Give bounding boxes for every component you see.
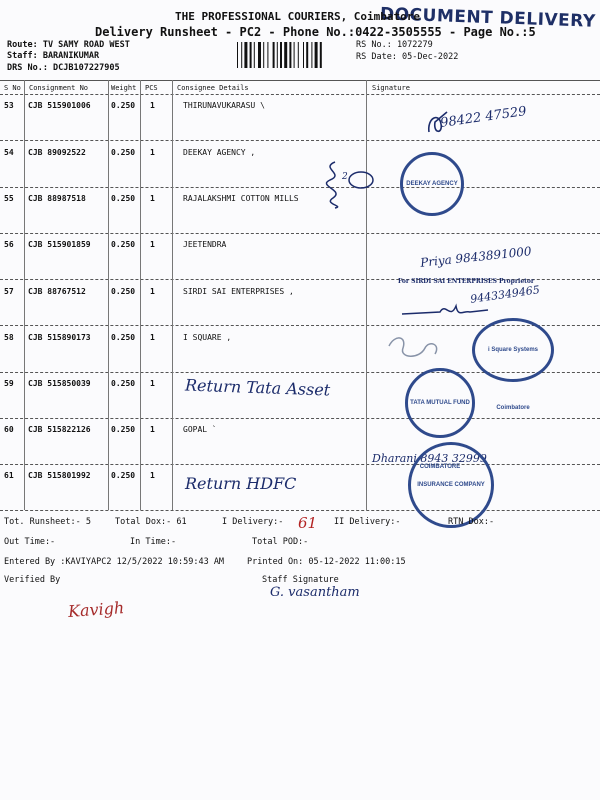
row57-signature: 9443349465 <box>469 283 541 306</box>
row59-note: Return Tata Asset <box>184 375 331 400</box>
row-pcs: 1 <box>150 287 155 296</box>
row-consignee: DEEKAY AGENCY , <box>183 148 256 157</box>
row-sno: 55 <box>4 194 14 203</box>
isquare-stamp-text: i Square Systems Coimbatore <box>487 347 539 411</box>
row-consignment: CJB 88767512 <box>28 287 86 296</box>
row-weight: 0.250 <box>111 425 136 434</box>
row-consignee: THIRUNAVUKARASU \ <box>183 101 265 110</box>
row57-stamp-text: For SIRDI SAI ENTERPRISES Proprietor <box>398 278 535 285</box>
row-weight: 0.250 <box>111 148 136 157</box>
row-weight: 0.250 <box>111 240 136 249</box>
entered-by: Entered By :KAVIYAPC2 12/5/2022 10:59:43 AM <box>4 557 225 567</box>
row-consignment: CJB 515890173 <box>28 333 91 342</box>
col-consignment: Consignment No <box>29 84 89 92</box>
col-pcs: PCS <box>145 84 158 92</box>
row-pcs: 1 <box>150 240 155 249</box>
row-consignee: RAJALAKSHMI COTTON MILLS <box>183 194 299 203</box>
route: Route: TV SAMY ROAD WEST <box>7 40 130 50</box>
col-consignee: Consignee Details <box>177 84 249 92</box>
document-delivery-stamp: DOCUMENT DELIVERY <box>379 4 597 32</box>
deekay-stamp <box>400 152 464 216</box>
row-sno: 53 <box>4 101 14 110</box>
row-sno: 57 <box>4 287 14 296</box>
row-weight: 0.250 <box>111 379 136 388</box>
row57-sign-scribble <box>400 300 490 322</box>
row-consignment: CJB 515901859 <box>28 240 91 249</box>
row-sno: 60 <box>4 425 14 434</box>
row-sno: 59 <box>4 379 14 388</box>
tata-stamp-text: TATA MUTUAL FUND COIMBATORE <box>410 400 470 470</box>
row-consignment: CJB 515850039 <box>28 379 91 388</box>
row-consignee: I SQUARE , <box>183 333 232 342</box>
verified-signature: Kavigh <box>67 598 125 621</box>
deekay-stamp-text: DEEKAY AGENCY <box>406 181 458 187</box>
row-consignment: CJB 88987518 <box>28 194 86 203</box>
row-pcs: 1 <box>150 425 155 434</box>
row-consignment: CJB 515822126 <box>28 425 91 434</box>
total-dox: Total Dox:- 61 <box>115 517 187 527</box>
row-pcs: 1 <box>150 333 155 342</box>
drs-number: DRS No.: DCJB107227905 <box>7 63 120 73</box>
row-consignment: CJB 515801992 <box>28 471 91 480</box>
row-consignee: JEETENDRA <box>183 240 227 249</box>
row-pcs: 1 <box>150 148 155 157</box>
row-sno: 54 <box>4 148 14 157</box>
staff-signature: G. vasantham <box>270 585 360 600</box>
verified-by: Verified By <box>4 575 61 585</box>
row-pcs: 1 <box>150 101 155 110</box>
row-pcs: 1 <box>150 379 155 388</box>
out-time: Out Time:- <box>4 537 56 547</box>
row-weight: 0.250 <box>111 287 136 296</box>
rs-date: RS Date: 05-Dec-2022 <box>356 52 459 62</box>
row61-note: Return HDFC <box>185 474 297 493</box>
company-name: THE PROFESSIONAL COURIERS, Coimbatore <box>175 10 421 23</box>
isquare-stamp <box>472 318 554 411</box>
row-weight: 0.250 <box>111 194 136 203</box>
col-signature: Signature <box>372 84 410 92</box>
row-consignment: CJB 515901006 <box>28 101 91 110</box>
runsheet-title: Delivery Runsheet - PC2 - Phone No.:0422-3505555 - Page No.:5 <box>95 25 536 39</box>
tot-runsheet: Tot. Runsheet:- 5 <box>4 517 91 527</box>
col-sno: S No <box>4 84 21 92</box>
row-weight: 0.250 <box>111 101 136 110</box>
printed-on: Printed On: 05-12-2022 11:00:15 <box>247 557 406 567</box>
rtn-dox: RTN Dox:- <box>448 517 495 527</box>
row-weight: 0.250 <box>111 333 136 342</box>
col-weight: Weight <box>111 84 137 92</box>
delivery-count: 61 <box>298 514 318 532</box>
hdfc-stamp <box>408 442 494 528</box>
row-sno: 61 <box>4 471 14 480</box>
row54-scribble <box>315 160 375 210</box>
row61-signature: Dharani 8943 32999 <box>372 452 487 465</box>
rs-number: RS No.: 1072279 <box>356 40 433 50</box>
staff: Staff: BARANIKUMAR <box>7 51 100 61</box>
in-time: In Time:- <box>130 537 177 547</box>
row-consignment: CJB 89092522 <box>28 148 86 157</box>
row-pcs: 1 <box>150 194 155 203</box>
staff-signature-label: Staff Signature <box>262 575 339 585</box>
row54-number: 2 <box>342 172 348 182</box>
row-weight: 0.250 <box>111 471 136 480</box>
row-sno: 58 <box>4 333 14 342</box>
row53-sign-scribble <box>425 108 455 138</box>
row53-signature: 98422 47529 <box>439 104 528 131</box>
ii-delivery: II Delivery:- <box>334 517 401 527</box>
i-delivery: I Delivery:- <box>222 517 284 527</box>
row58-scribble <box>385 332 445 362</box>
total-pod: Total POD:- <box>252 537 309 547</box>
row-consignee: SIRDI SAI ENTERPRISES , <box>183 287 294 296</box>
barcode <box>237 42 345 68</box>
hdfc-stamp-text: INSURANCE COMPANY <box>417 482 485 488</box>
row56-signature: Priya 9843891000 <box>419 244 533 270</box>
row-sno: 56 <box>4 240 14 249</box>
row-consignee: GOPAL ` <box>183 425 217 434</box>
row-pcs: 1 <box>150 471 155 480</box>
